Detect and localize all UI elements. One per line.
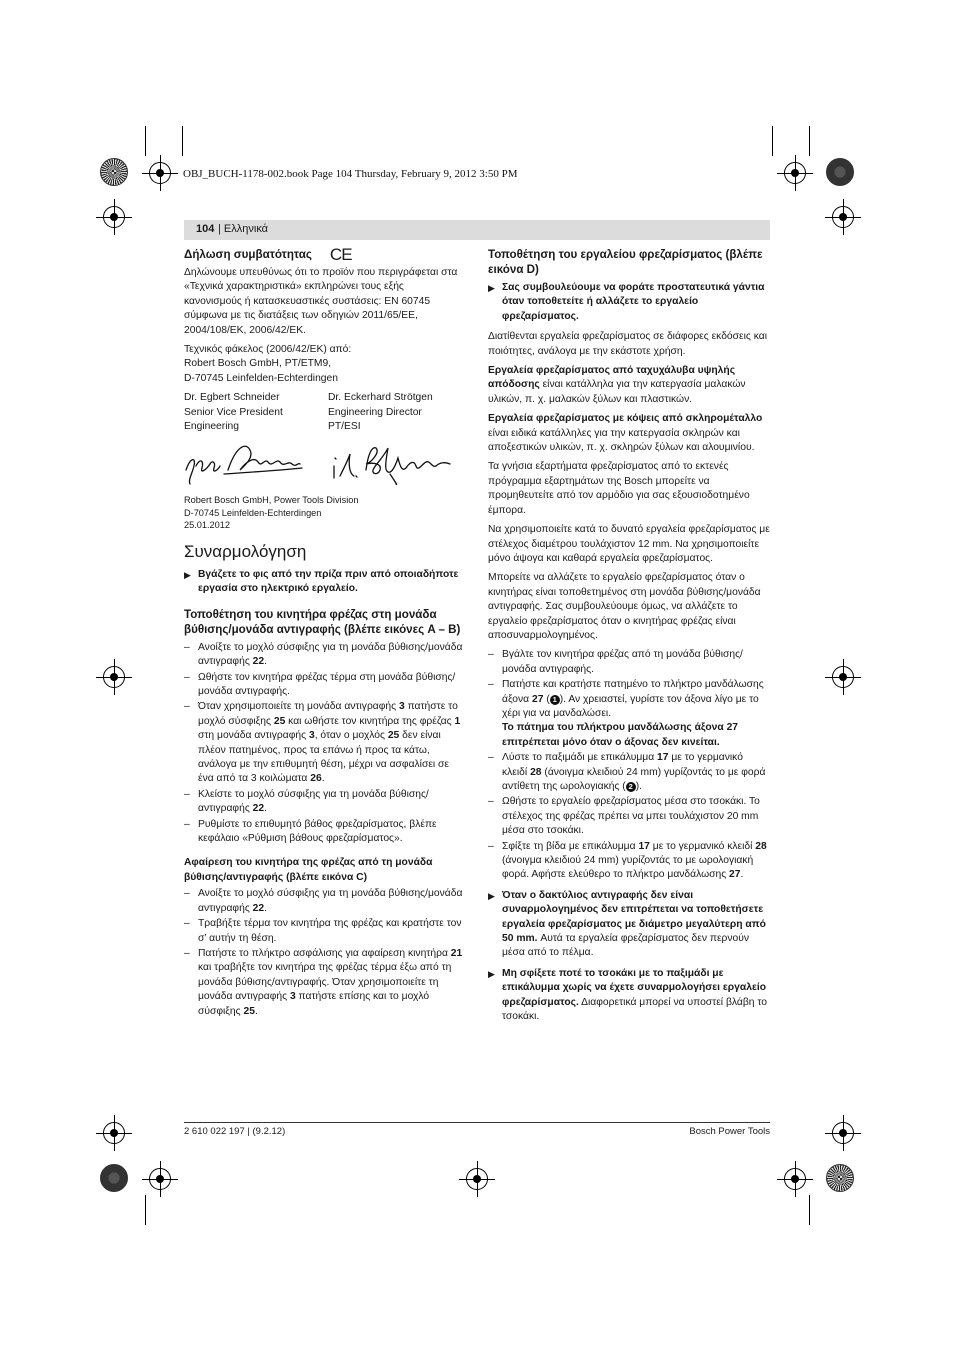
- tool-steps-list: [488, 648, 770, 883]
- list-item: – Βγάλτε τον κινητήρα φρέζας από τη μονάδα βύθισης/μονάδα αντιγραφής.: [488, 649, 743, 675]
- section-title-assembly: Συναρμολόγηση: [184, 541, 307, 561]
- registration-mark: [466, 1168, 488, 1190]
- list-item: – Τραβήξτε τέρμα τον κινητήρα της φρέζας και κρατήστε τον σ’ αυτήν τη θέση.: [184, 918, 462, 944]
- tech-file-line: Robert Bosch GmbH, PT/ETM9,: [184, 358, 332, 370]
- left-column: [184, 247, 464, 1023]
- paragraph: Διατίθενται εργαλεία φρεζαρίσματος σε διάφορες εκδόσεις και ποιότητες, ανάλογα με την εκάστοτε χρήση.: [488, 331, 767, 357]
- step-1-icon: 1: [550, 695, 560, 705]
- triangle-right-icon: ▶: [488, 968, 495, 979]
- list-item: – Ωθήστε τον κινητήρα φρέζας τέρμα στη μονάδα βύθισης/μονάδα αντιγραφής.: [184, 671, 456, 697]
- color-bar-rosette: [100, 1164, 128, 1192]
- triangle-right-icon: ▶: [184, 569, 191, 580]
- warning-copy-ring: ▶ Όταν ο δακτύλιος αντιγραφής δεν είναι συναρμολογημένος δεν επιτρέπεται να τοποθετήσετε εργαλεία φρεζαρίσματος με διάμετρο μεγαλύτερη από 50 mm. Αυτά τα εργαλεία φρεζαρίσματος δεν περνούν μέσα από το πέλμα.: [488, 889, 766, 959]
- signer-dept: PT/ESI: [328, 421, 361, 433]
- footer-doc-number: 2 610 022 197 | (9.2.12): [184, 1126, 286, 1137]
- file-info: OBJ_BUCH-1178-002.book Page 104 Thursday, February 9, 2012 3:50 PM: [183, 168, 518, 180]
- list-item: – Κλείστε το μοχλό σύσφιξης για τη μονάδα βύθισης/αντιγραφής 22.: [184, 788, 429, 815]
- color-bar-rosette: [826, 1164, 854, 1192]
- footer-brand: Bosch Power Tools: [689, 1126, 770, 1137]
- list-item: – Πατήστε το πλήκτρο ασφάλισης για αφαίρεση κινητήρα 21 και τραβήξτε τον κινητήρα της φρέζας τέρμα έξω από τη μονάδα βύθισης/αντιγραφής. Όταν χρησιμοποιείτε τη μονάδα αντιγραφής 3 πατήστε επίσης και το μοχλό σύσφιξης 25.: [184, 947, 463, 1017]
- tech-file-line: Τεχνικός φάκελος (2006/42/ΕΚ) από:: [184, 344, 352, 356]
- registration-mark: [832, 666, 854, 688]
- mount-motor-heading: Τοποθέτηση του κινητήρα φρέζας στη μονάδα βύθισης/μονάδα αντιγραφής (βλέπε εικόνες A – B): [184, 607, 461, 636]
- crop-mark: [772, 126, 773, 156]
- list-item: – Ανοίξτε το μοχλό σύσφιξης για τη μονάδα βύθισης/μονάδα αντιγραφής 22.: [184, 641, 463, 668]
- paragraph: Τα γνήσια εξαρτήματα φρεζαρίσματος από το εκτενές πρόγραμμα εξαρτημάτων της Bosch μπορείτε να προμηθευτείτε από τον αρμόδιο για σας εξουσιοδοτημένο έμπορα.: [488, 461, 750, 516]
- tech-file-line: D-70745 Leinfelden-Echterdingen: [184, 372, 338, 384]
- warning-unplug: ▶ Βγάζετε το φις από την πρίζα πριν από οποιαδήποτε εργασία στο ηλεκτρικό εργαλείο.: [184, 568, 459, 595]
- conformity-heading: Δήλωση συμβατότητας CE: [184, 245, 352, 264]
- handwritten-signatures: [184, 440, 464, 486]
- mount-steps-list: [184, 641, 464, 847]
- list-item: – Σφίξτε τη βίδα με επικάλυμμα 17 με το γερμανικό κλειδί 28 (άνοιγμα κλειδιού 24 mm) γυρίζοντάς το με ωρολογιακή φορά. Αφήστε ελεύθερο το πλήκτρο μανδάλωσης 27.: [488, 840, 767, 881]
- crop-mark: [145, 126, 146, 156]
- tool-mount-heading: Τοποθέτηση του εργαλείου φρεζαρίσματος (βλέπε εικόνα D): [488, 248, 763, 276]
- registration-mark: [832, 206, 854, 228]
- signer-name: Dr. Egbert Schneider: [184, 392, 280, 404]
- triangle-right-icon: ▶: [488, 283, 495, 293]
- signer-name: Dr. Eckerhard Strötgen: [328, 392, 433, 404]
- crop-mark: [182, 126, 183, 156]
- registration-mark: [103, 206, 125, 228]
- list-item: – Ρυθμίστε το επιθυμητό βάθος φρεζαρίσματος, βλέπε κεφάλαιο «Ρύθμιση βάθους φρεζαρίσματος».: [184, 818, 437, 845]
- conformity-text: Δηλώνουμε υπευθύνως ότι το προϊόν που περιγράφεται στα «Τεχνικά χαρακτηριστικά» εκπληρώνει τους εξής κανονισμούς ή κατασκευαστικές συστάσεις: EN 60745 σύμφωνα με τις διατάξεις των οδηγιών 2011/65/ΕΕ, 2004/108/ΕΚ, 2006/42/ΕΚ.: [184, 267, 458, 336]
- signer-title: Engineering Director: [328, 406, 422, 418]
- signer-dept: Engineering: [184, 421, 239, 433]
- list-item: – Όταν χρησιμοποιείτε τη μονάδα αντιγραφής 3 πατήστε το μοχλό σύσφιξης 25 και ωθήστε τον κινητήρα της φρέζας 1 στη μονάδα αντιγραφής 3, όταν ο μοχλός 25 δεν είναι πλέον πατημένος, προς τα επάνω ή προς τα κάτω, ανάλογα με την επιθυμητή θέση, μέχρι να ασφαλίσει σε ένα από τα 3 κοιλώματα 26.: [184, 701, 461, 785]
- crop-mark: [809, 126, 810, 156]
- crop-mark: [145, 1195, 146, 1225]
- signers: [184, 391, 464, 434]
- paragraph: Εργαλεία φρεζαρίσματος από ταχυχάλυβα υψηλής απόδοσης είναι κατάλληλα για την κατεργασία μαλακών υλικών, π. χ. μαλακών ξύλων και πλαστικών.: [488, 365, 746, 405]
- paragraph: Να χρησιμοποιείτε κατά το δυνατό εργαλεία φρεζαρίσματος με στέλεχος διαμέτρου τουλάχιστον 12 mm. Να χρησιμοποιείτε μόνο άψογα και καθαρά εργαλεία φρεζαρίσματος.: [488, 524, 770, 564]
- registration-mark: [103, 1122, 125, 1144]
- color-bar-rosette: [100, 158, 128, 186]
- warning-gloves: ▶ Σας συμβουλεύουμε να φοράτε προστατευτικά γάντια όταν τοποθετείτε ή αλλάζετε το εργαλείο φρεζαρίσματος.: [488, 282, 765, 322]
- paragraph: Εργαλεία φρεζαρίσματος με κόψεις από σκληρομέταλλο είναι ειδικά κατάλληλες για την κατεργασία σκληρών και αποξεστικών υλικών, π. χ. σκληρών ξύλων και αλουμινίου.: [488, 413, 763, 454]
- signer-title: Senior Vice President: [184, 406, 283, 418]
- crop-mark: [809, 1195, 810, 1225]
- registration-mark: [149, 162, 171, 184]
- right-column: [488, 247, 770, 1031]
- registration-mark: [832, 1122, 854, 1144]
- footer-rule: [184, 1122, 770, 1123]
- step-note: Το πάτημα του πλήκτρου μανδάλωσης άξονα 27 επιτρέπεται μόνο όταν ο άξονας δεν κινείται.: [502, 722, 739, 748]
- paragraph: Μπορείτε να αλλάζετε το εργαλείο φρεζαρίσματος όταν ο κινητήρας είναι τοποθετημένος στη μονάδα βύθισης/μονάδα αντιγραφής. Σας συμβουλεύουμε όμως, να αλλάζετε το εργαλείο φρεζαρίσματος όταν ο κινητήρας φρέζας είναι αποσυναρμολογημένος.: [488, 572, 761, 641]
- ce-mark-icon: CE: [329, 245, 352, 264]
- triangle-right-icon: ▶: [488, 890, 495, 901]
- registration-mark: [784, 162, 806, 184]
- list-item: – Λύστε το παξιμάδι με επικάλυμμα 17 με το γερμανικό κλειδί 28 (άνοιγμα κλειδιού 24 mm) γυρίζοντάς το με φορά αντίθετη της ωρολογιακής ( 2 ).: [488, 752, 766, 792]
- step-2-icon: 2: [626, 782, 636, 792]
- page-number: 104: [196, 223, 215, 235]
- warning-collet: ▶ Μη σφίξετε ποτέ το τσοκάκι με το παξιμάδι με επικάλυμμα χωρίς να έχετε συναρμολογήσει εργαλείο φρεζαρίσματος. Διαφορετικά μπορεί να υποστεί βλάβη το τσοκάκι.: [488, 967, 767, 1023]
- registration-mark: [149, 1168, 171, 1190]
- remove-steps-list: [184, 887, 464, 1019]
- list-item: – Ωθήστε το εργαλείο φρεζαρίσματος μέσα στο τσοκάκι. Το στέλεχος της φρέζας πρέπει να μπει τουλάχιστον 20 mm μέσα στο τσοκάκι.: [488, 796, 760, 837]
- registration-mark: [103, 666, 125, 688]
- page-header: [184, 220, 770, 240]
- registration-mark: [784, 1168, 806, 1190]
- company-block: Robert Bosch GmbH, Power Tools Division D-70745 Leinfelden-Echterdingen 25.01.2012: [184, 495, 359, 531]
- list-item: – Ανοίξτε το μοχλό σύσφιξης για τη μονάδα βύθισης/μονάδα αντιγραφής 22.: [184, 888, 463, 914]
- list-item: – Πατήστε και κρατήστε πατημένο το πλήκτρο μανδάλωσης άξονα 27 ( 1 ). Αν χρειαστεί, γυρίστε τον άξονα λίγο με το χέρι για να μανδαλώσει. Το πάτημα του πλήκτρου μανδάλωσης άξονα 27 επιτρέπεται μόνο όταν ο άξονας δεν κινείται.: [488, 679, 764, 748]
- remove-motor-heading: Αφαίρεση του κινητήρα της φρέζας από τη μονάδα βύθισης/αντιγραφής (βλέπε εικόνα C): [184, 857, 433, 883]
- header-language: | Ελληνικά: [218, 223, 269, 235]
- color-bar-rosette: [826, 158, 854, 186]
